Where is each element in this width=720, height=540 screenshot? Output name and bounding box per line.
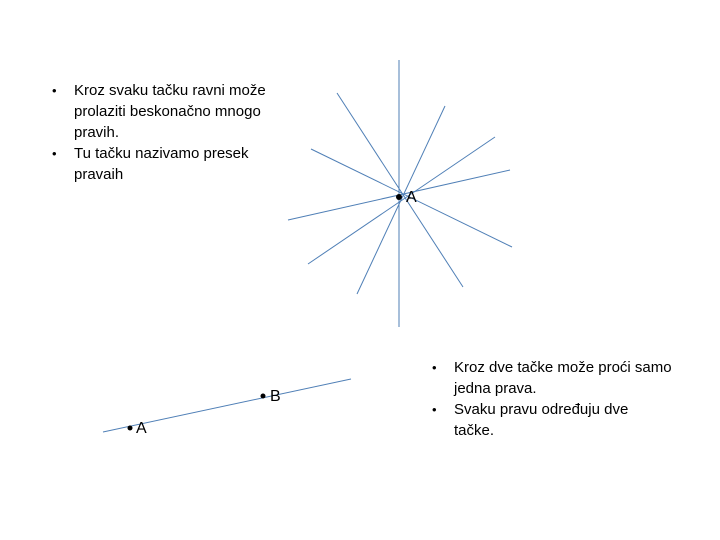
point-b-label: B <box>270 388 281 405</box>
line-diagonal-3 <box>357 106 445 294</box>
bullet-text: Kroz svaku tačku ravni može prolaziti beskonačno mnogo pravih. <box>74 82 266 141</box>
line-diagonal-4 <box>308 137 495 264</box>
line-diagonal-1 <box>337 93 463 287</box>
bullet-marker: • <box>52 146 57 161</box>
bullet-marker: • <box>432 360 437 375</box>
point-b-dot <box>261 394 266 399</box>
point-a-dot <box>396 194 402 200</box>
bullet-marker: • <box>432 402 437 417</box>
bullet-text: Kroz dve tačke može proći samo jedna prava. <box>454 359 672 397</box>
pencil-of-lines <box>288 60 512 327</box>
bullet-marker: • <box>52 83 57 98</box>
point-a-label: A <box>406 189 417 206</box>
point-a-lower-label: A <box>136 420 147 437</box>
point-a-lower-dot <box>128 426 133 431</box>
bullet-text: Svaku pravu određuju dve tačke. <box>454 401 629 439</box>
bullet-text: Tu tačku nazivamo presek pravaih <box>74 145 249 183</box>
